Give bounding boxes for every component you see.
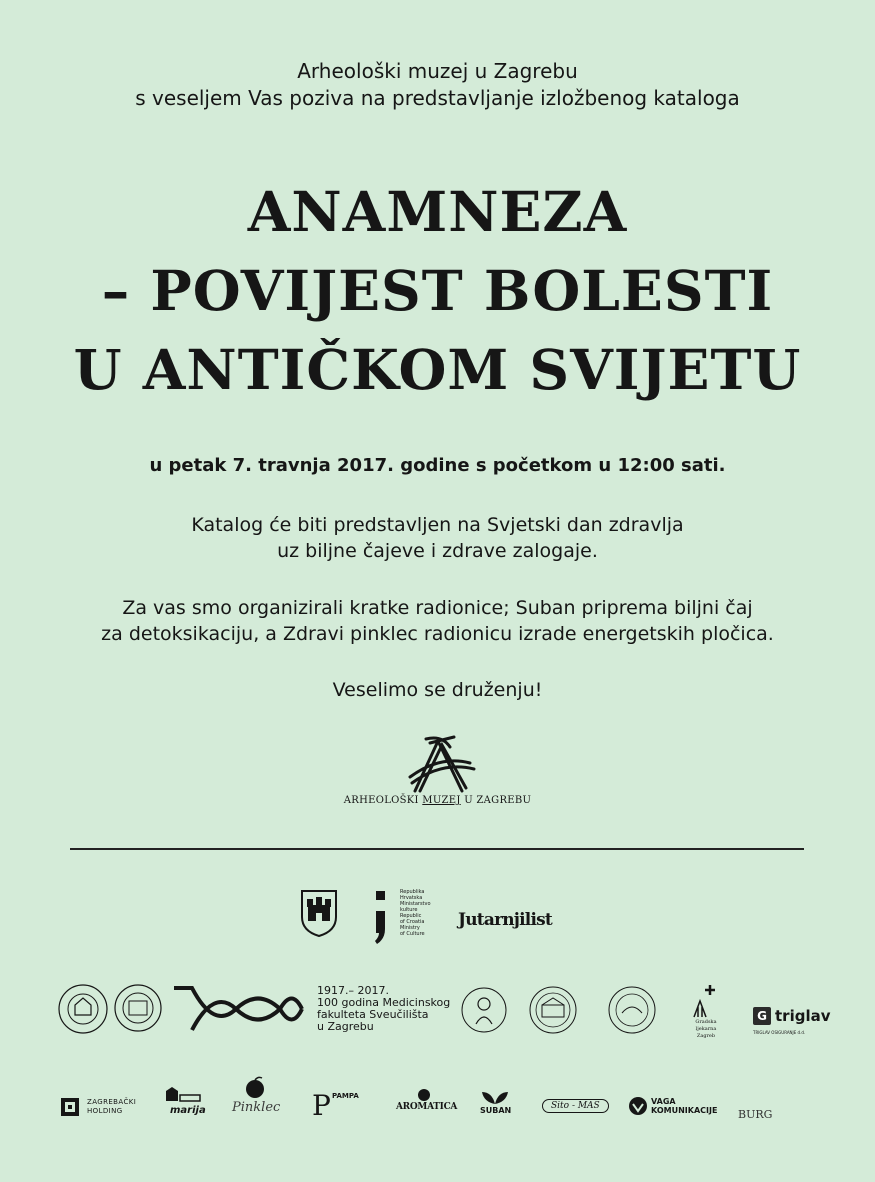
society-seal-icon <box>604 985 660 1035</box>
jutarnji-list-logo: Jutarnjilist <box>458 910 552 930</box>
university-seal-icon <box>113 983 163 1033</box>
closing-line: Veselimo se druženju! <box>332 679 543 701</box>
medical-faculty-text: 1917.– 2017. 100 godina Medicinskog fakulteta Sveučilišta u Zagrebu <box>317 984 451 1033</box>
zagrebacki-holding-icon <box>60 1097 80 1117</box>
title-line-3: U ANTIČKOM SVIJETU <box>73 337 802 402</box>
zagrebacki-holding-logo: ZAGREBAČKI HOLDING <box>60 1097 136 1117</box>
catalog-line-1: Katalog će biti predstavljen na Svjetski dan zdravlja <box>191 514 684 536</box>
ministry-text: Republika Hrvatska Ministarstvo kulture Republic of Croatia Ministry of Culture <box>400 889 431 937</box>
marija-icon <box>164 1085 202 1103</box>
vaga-komunikacije-logo: VAGA KOMUNIKACIJE <box>628 1096 717 1116</box>
zagreb-coat-of-arms-icon <box>300 889 338 937</box>
suban-logo: SUBAN <box>480 1088 511 1115</box>
building-seal-icon <box>528 985 578 1035</box>
title-line-2: – POVIJEST BOLESTI <box>101 258 774 323</box>
aromatica-logo: AROMATICA <box>396 1088 457 1112</box>
vaga-icon <box>628 1096 648 1116</box>
suban-leaf-icon <box>480 1088 510 1106</box>
centenary-logo-icon <box>172 984 304 1034</box>
pinklec-logo: Pinklec <box>232 1076 270 1100</box>
museum-name: ARHEOLOŠKI MUZEJ U ZAGREBU <box>343 795 532 806</box>
catalog-paragraph <box>0 512 875 564</box>
invitation-intro <box>0 58 875 112</box>
marija-logo: marija <box>164 1085 202 1103</box>
sito-mas-logo: Sito - MAS <box>542 1099 609 1113</box>
triglav-subtext: TRIGLAV OSIGURANJE d.d. <box>753 1030 806 1035</box>
triglav-icon: G <box>753 1007 771 1025</box>
aromatica-icon <box>417 1088 431 1102</box>
museum-name-underlined: MUZEJ <box>422 795 461 806</box>
footer-divider <box>70 848 804 850</box>
burg-logo: BURG <box>738 1108 773 1121</box>
exhibition-title <box>0 172 875 409</box>
medical-faculty-seal-icon <box>57 983 109 1035</box>
workshop-line-1: Za vas smo organizirali kratke radionice; Suban priprema biljni čaj <box>122 597 753 619</box>
pharmacy-cross-icon <box>688 983 724 1019</box>
city-pharmacy-logo: Gradska ljekarna Zagreb <box>688 983 726 1040</box>
pampa-logo: P PAMPA <box>312 1089 359 1122</box>
workshop-paragraph <box>0 595 875 647</box>
pampa-p-icon: P <box>312 1089 331 1122</box>
health-seal-icon <box>460 984 508 1036</box>
intro-invite-line: s veseljem Vas poziva na predstavljanje izložbenog kataloga <box>135 86 740 110</box>
intro-museum-line: Arheološki muzej u Zagrebu <box>297 59 578 83</box>
pinklec-icon <box>240 1076 270 1100</box>
triglav-wordmark: triglav <box>775 1007 831 1025</box>
catalog-line-2: uz biljne čajeve i zdrave zalogaje. <box>277 540 598 562</box>
event-date: u petak 7. travnja 2017. godine s početkom u 12:00 sati. <box>149 455 726 476</box>
workshop-line-2: za detoksikaciju, a Zdravi pinklec radionicu izrade energetskih pločica. <box>101 623 774 645</box>
title-line-1: ANAMNEZA <box>247 179 628 244</box>
ministry-semicolon-icon <box>374 889 396 945</box>
triglav-logo <box>753 1007 831 1036</box>
